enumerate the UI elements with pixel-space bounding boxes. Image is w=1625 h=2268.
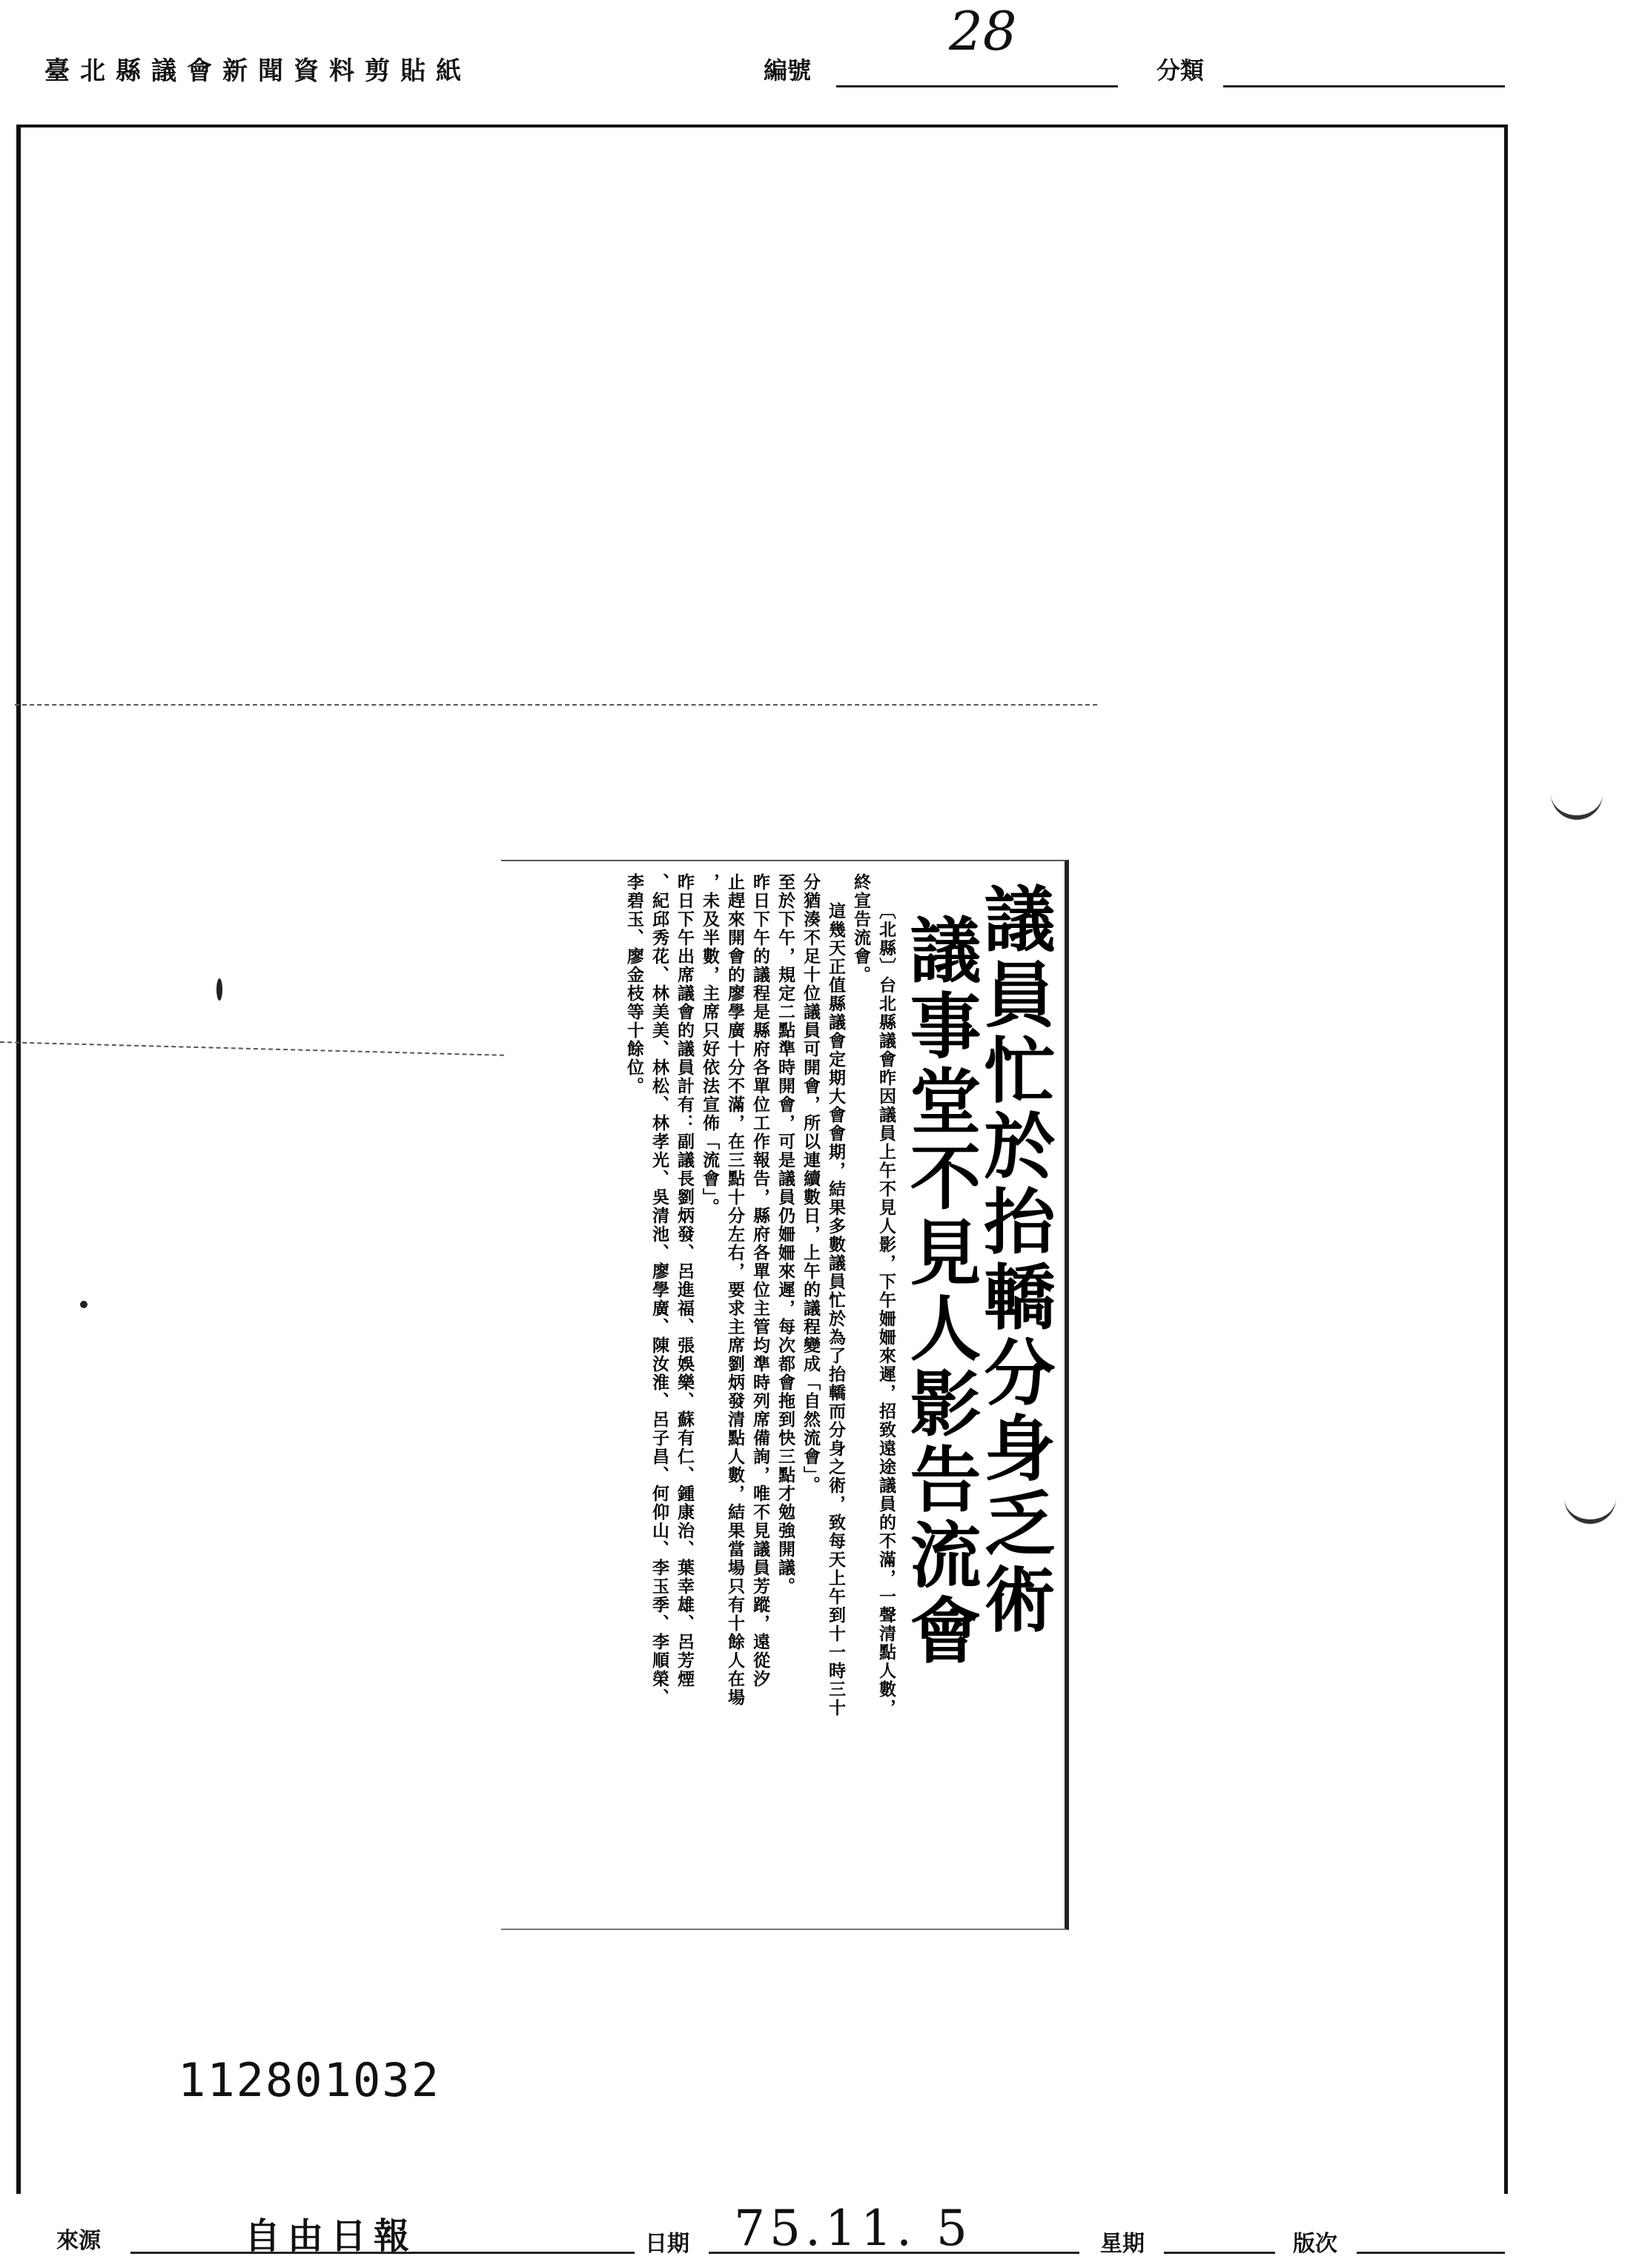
body-column: 至於下午，規定二點準時開會，可是議員仍姍姍來遲，每次都會拖到快三點才勉強開議。 bbox=[775, 873, 795, 1596]
body-column: 、紀邱秀花、林美美、林松、林孝光、吳清池、廖學廣、陳汝淮、呂子昌、何仰山、李玉季、李順榮、 bbox=[649, 873, 669, 1707]
edition-underline bbox=[1357, 2252, 1505, 2254]
punch-hole-mark bbox=[1564, 1482, 1616, 1524]
scan-artifact-line bbox=[15, 704, 1097, 706]
scan-speck bbox=[216, 978, 222, 1001]
document-id: 112801032 bbox=[178, 2053, 440, 2107]
weekday-underline bbox=[1164, 2252, 1275, 2254]
body-column: ，未及半數，主席只好依法宣佈「流會」。 bbox=[700, 873, 720, 1217]
body-column: 終宣告流會。 bbox=[851, 873, 871, 984]
body-column: 李碧玉、廖金枝等十餘位。 bbox=[624, 873, 644, 1095]
headline-sub: 議事堂不見人影告流會 bbox=[898, 913, 982, 1669]
date-label: 日期 bbox=[645, 2231, 689, 2257]
punch-hole-mark bbox=[1551, 778, 1603, 820]
edition-label: 版次 bbox=[1293, 2231, 1337, 2257]
body-column: 分猶湊不足十位議員可開會，所以連續數日，上午的議程變成「自然流會」。 bbox=[801, 873, 821, 1495]
date-value: 75.11. 5 bbox=[734, 2200, 972, 2257]
number-label: 編號 bbox=[764, 56, 812, 84]
body-column: 止趕來開會的廖學廣十分不滿，在三點十分左右，要求主席劉炳發清點人數，結果當場只有十餘人在場 bbox=[725, 873, 745, 1707]
body-column: 這幾天正值縣議會定期大會會期，結果多數議員忙於為了抬轎而分身之術，致每天上午到十一時三十 bbox=[826, 902, 846, 1717]
number-value: 28 bbox=[949, 0, 1017, 62]
scan-speck bbox=[80, 1301, 87, 1308]
source-label: 來源 bbox=[56, 2228, 101, 2254]
number-underline bbox=[836, 85, 1118, 87]
body-column: 昨日下午的議程是縣府各單位工作報告，縣府各單位主管均準時列席備詢，唯不見議員芳蹤，遠從汐 bbox=[750, 873, 770, 1688]
weekday-label: 星期 bbox=[1100, 2231, 1145, 2257]
category-label: 分類 bbox=[1156, 56, 1205, 84]
form-title: 臺北縣議會新聞資料剪貼紙 bbox=[44, 56, 471, 86]
headline-main: 議員忙於抬轎分身乏術 bbox=[973, 882, 1056, 1638]
body-column: 昨日下午出席議會的議員計有：副議長劉炳發、呂進福、張娛樂、蘇有仁、鍾康治、葉幸雄、呂芳煙 bbox=[675, 873, 695, 1688]
newspaper-clipping bbox=[501, 860, 1069, 1930]
source-value: 自由日報 bbox=[245, 2215, 417, 2257]
body-column: 〔北縣〕台北縣議會昨因議員上午不見人影，下午姍姍來遲，招致遠途議員的不滿，一聲清點人數， bbox=[876, 902, 896, 1717]
category-underline bbox=[1223, 85, 1505, 87]
